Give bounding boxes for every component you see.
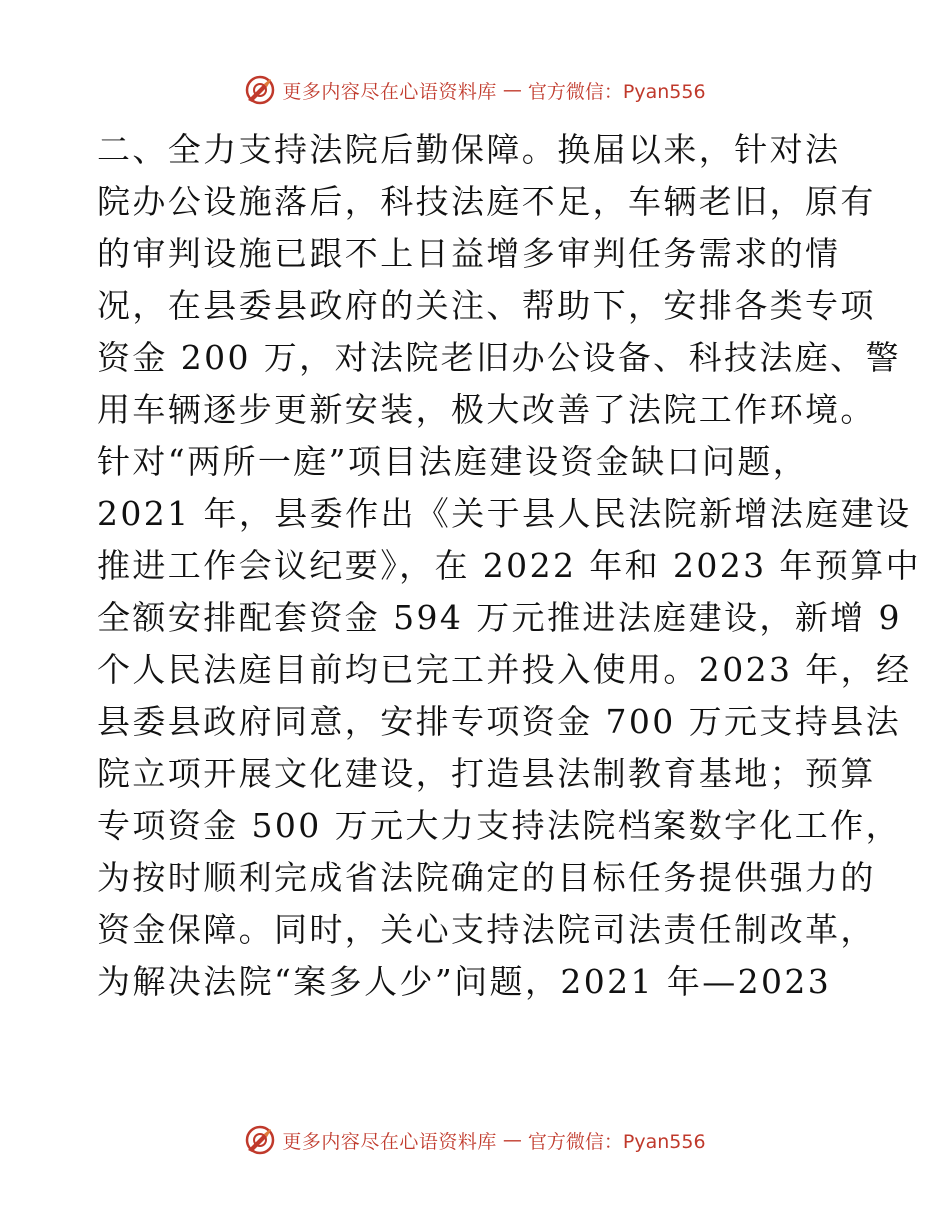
body-line: 针对“两所一庭”项目法庭建设资金缺口问题， — [97, 442, 809, 481]
watermark-separator: — — [502, 79, 522, 101]
body-line: 县委县政府同意，安排专项资金 700 万元支持县法 — [97, 702, 901, 741]
body-line: 专项资金 500 万元大力支持法院档案数字化工作， — [97, 806, 901, 845]
footer-watermark — [0, 1122, 950, 1158]
body-line: 全额安排配套资金 594 万元推进法庭建设，新增 9 — [97, 598, 902, 637]
body-line: 资金 200 万，对法院老旧办公设备、科技法庭、警 — [97, 338, 901, 377]
body-line: 推进工作会议纪要》，在 2022 年和 2023 年预算中 — [97, 546, 922, 585]
logo-icon — [244, 74, 276, 106]
body-line: 资金保障。同时，关心支持法院司法责任制改革， — [97, 910, 876, 949]
body-line: 的审判设施已跟不上日益增多审判任务需求的情 — [97, 234, 841, 273]
logo-icon — [244, 1124, 276, 1156]
watermark-wechat: 官方微信：Pyan556 — [527, 80, 706, 103]
body-line: 况，在县委县政府的关注、帮助下，安排各类专项 — [97, 286, 876, 325]
header-watermark — [0, 72, 950, 108]
watermark-text: 更多内容尽在心语资料库 — [282, 80, 497, 103]
body-line: 院办公设施落后，科技法庭不足，车辆老旧，原有 — [97, 182, 876, 221]
watermark-wechat: 官方微信：Pyan556 — [527, 1130, 706, 1153]
watermark-separator: — — [502, 1129, 522, 1151]
body-line: 为按时顺利完成省法院确定的目标任务提供强力的 — [97, 858, 876, 897]
body-line: 院立项开展文化建设，打造县法制教育基地；预算 — [97, 754, 876, 793]
body-line: 个人民法庭目前均已完工并投入使用。2023 年，经 — [97, 650, 912, 689]
watermark-text: 更多内容尽在心语资料库 — [282, 1130, 497, 1153]
body-line: 二、全力支持法院后勤保障。换届以来，针对法 — [97, 130, 841, 169]
body-line: 用车辆逐步更新安装，极大改善了法院工作环境。 — [97, 390, 876, 429]
body-line: 2021 年，县委作出《关于县人民法院新增法庭建设 — [97, 494, 912, 533]
body-line: 为解决法院“案多人少”问题，2021 年—2023 — [97, 962, 832, 1001]
document-body — [97, 124, 922, 1008]
